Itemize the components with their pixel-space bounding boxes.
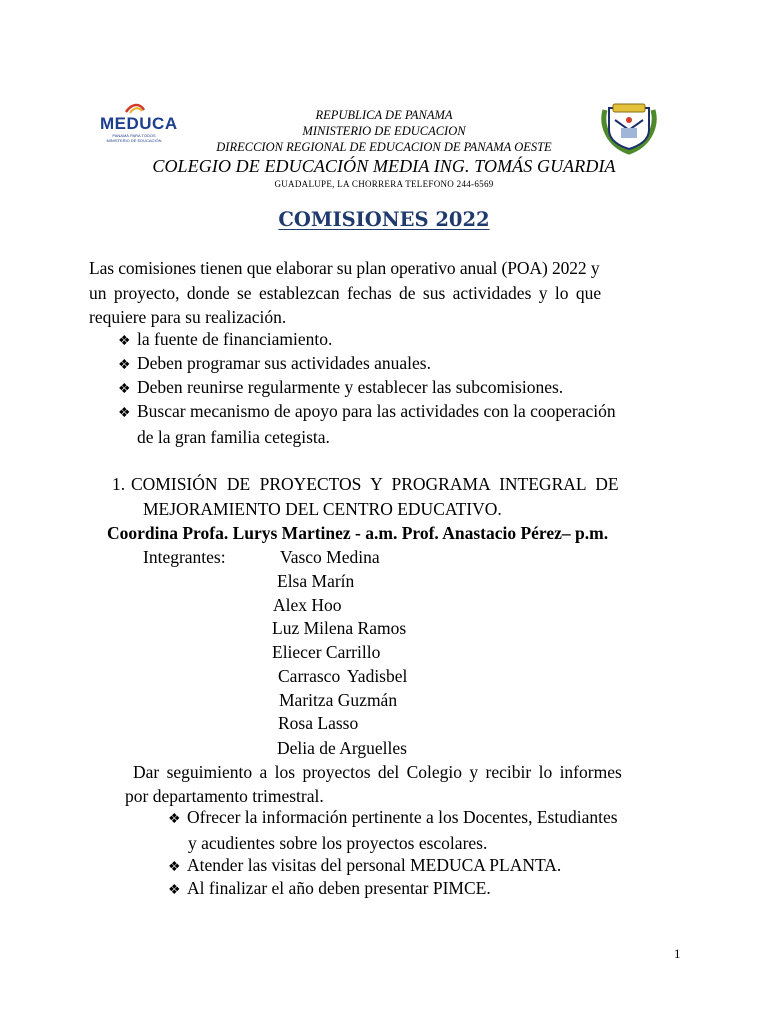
diamond-bullet-icon: ❖: [168, 860, 181, 875]
header-direction: DIRECCION REGIONAL DE EDUCACION DE PANAMA OESTE: [216, 140, 552, 154]
header-country: REPUBLICA DE PANAMA: [315, 108, 453, 122]
header-ministry: MINISTERIO DE EDUCACION: [302, 124, 466, 138]
page-title: COMISIONES 2022: [278, 208, 490, 231]
header-address: GUADALUPE, LA CHORRERA TELEFONO 244-6569: [274, 179, 494, 189]
intro-line-1: Las comisiones tienen que elaborar su plan operativo anual (POA) 2022 y: [89, 258, 600, 278]
diamond-bullet-icon: ❖: [168, 812, 181, 827]
member-name: Vasco Medina: [280, 547, 380, 567]
commission-bullet: ❖ Al finalizar el año deben presentar PIMCE.: [168, 878, 491, 898]
meduca-logo-text: MEDUCA: [100, 114, 178, 133]
commission-bullet: ❖ Ofrecer la información pertinente a los Docentes, Estudiantes: [168, 807, 618, 827]
diamond-bullet-icon: ❖: [118, 358, 131, 373]
member-name: Eliecer Carrillo: [272, 642, 381, 662]
member-name: Delia de Arguelles: [277, 738, 407, 758]
intro-bullet: ❖ Deben reunirse regularmente y establecer las subcomisiones.: [118, 377, 564, 397]
member-name: Maritza Guzmán: [279, 690, 398, 710]
intro-line-3: requiere para su realización.: [89, 307, 287, 327]
diamond-bullet-icon: ❖: [118, 334, 131, 349]
commission-title-line-1: COMISIÓN DE PROYECTOS Y PROGRAMA INTEGRAL DE: [131, 474, 619, 494]
meduca-logo-subtitle: PANAMÁ PARA TODOS MINISTERIO DE EDUCACIÓN: [106, 133, 162, 143]
commission-task-line-2: por departamento trimestral.: [125, 786, 324, 806]
member-name: Luz Milena Ramos: [272, 618, 407, 638]
commission-coordinators: Coordina Profa. Lurys Martinez - a.m. Prof. Anastacio Pérez– p.m.: [107, 523, 609, 543]
intro-bullet: ❖ Deben programar sus actividades anuales.: [118, 353, 431, 373]
diamond-bullet-icon: ❖: [118, 382, 131, 397]
member-name: Alex Hoo: [273, 595, 342, 615]
member-name: Elsa Marín: [277, 571, 355, 591]
header-school-name: COLEGIO DE EDUCACIÓN MEDIA ING. TOMÁS GUARDIA: [152, 156, 616, 176]
intro-bullet: ❖ Buscar mecanismo de apoyo para las actividades con la cooperación: [118, 401, 616, 421]
intro-bullet: ❖ la fuente de financiamiento.: [118, 329, 333, 349]
diamond-bullet-icon: ❖: [118, 406, 131, 421]
commission-title-line-2: MEJORAMIENTO DEL CENTRO EDUCATIVO.: [143, 499, 502, 519]
commission-number: 1.: [112, 474, 126, 494]
member-name: Carrasco Yadisbel: [278, 666, 408, 686]
commission-bullet: ❖ Atender las visitas del personal MEDUCA PLANTA.: [168, 855, 562, 875]
intro-line-2: un proyecto, donde se establezcan fechas de sus actividades y lo que: [89, 283, 602, 303]
commission-bullet-continuation: y acudientes sobre los proyectos escolares.: [188, 833, 488, 853]
diamond-bullet-icon: ❖: [168, 883, 181, 898]
page-number: 1: [674, 946, 681, 961]
member-name: Rosa Lasso: [278, 713, 359, 733]
integrantes-label: Integrantes:: [143, 547, 226, 567]
commission-task-line-1: Dar seguimiento a los proyectos del Colegio y recibir lo informes: [133, 762, 622, 782]
intro-bullet-continuation: de la gran familia cetegista.: [137, 427, 330, 447]
